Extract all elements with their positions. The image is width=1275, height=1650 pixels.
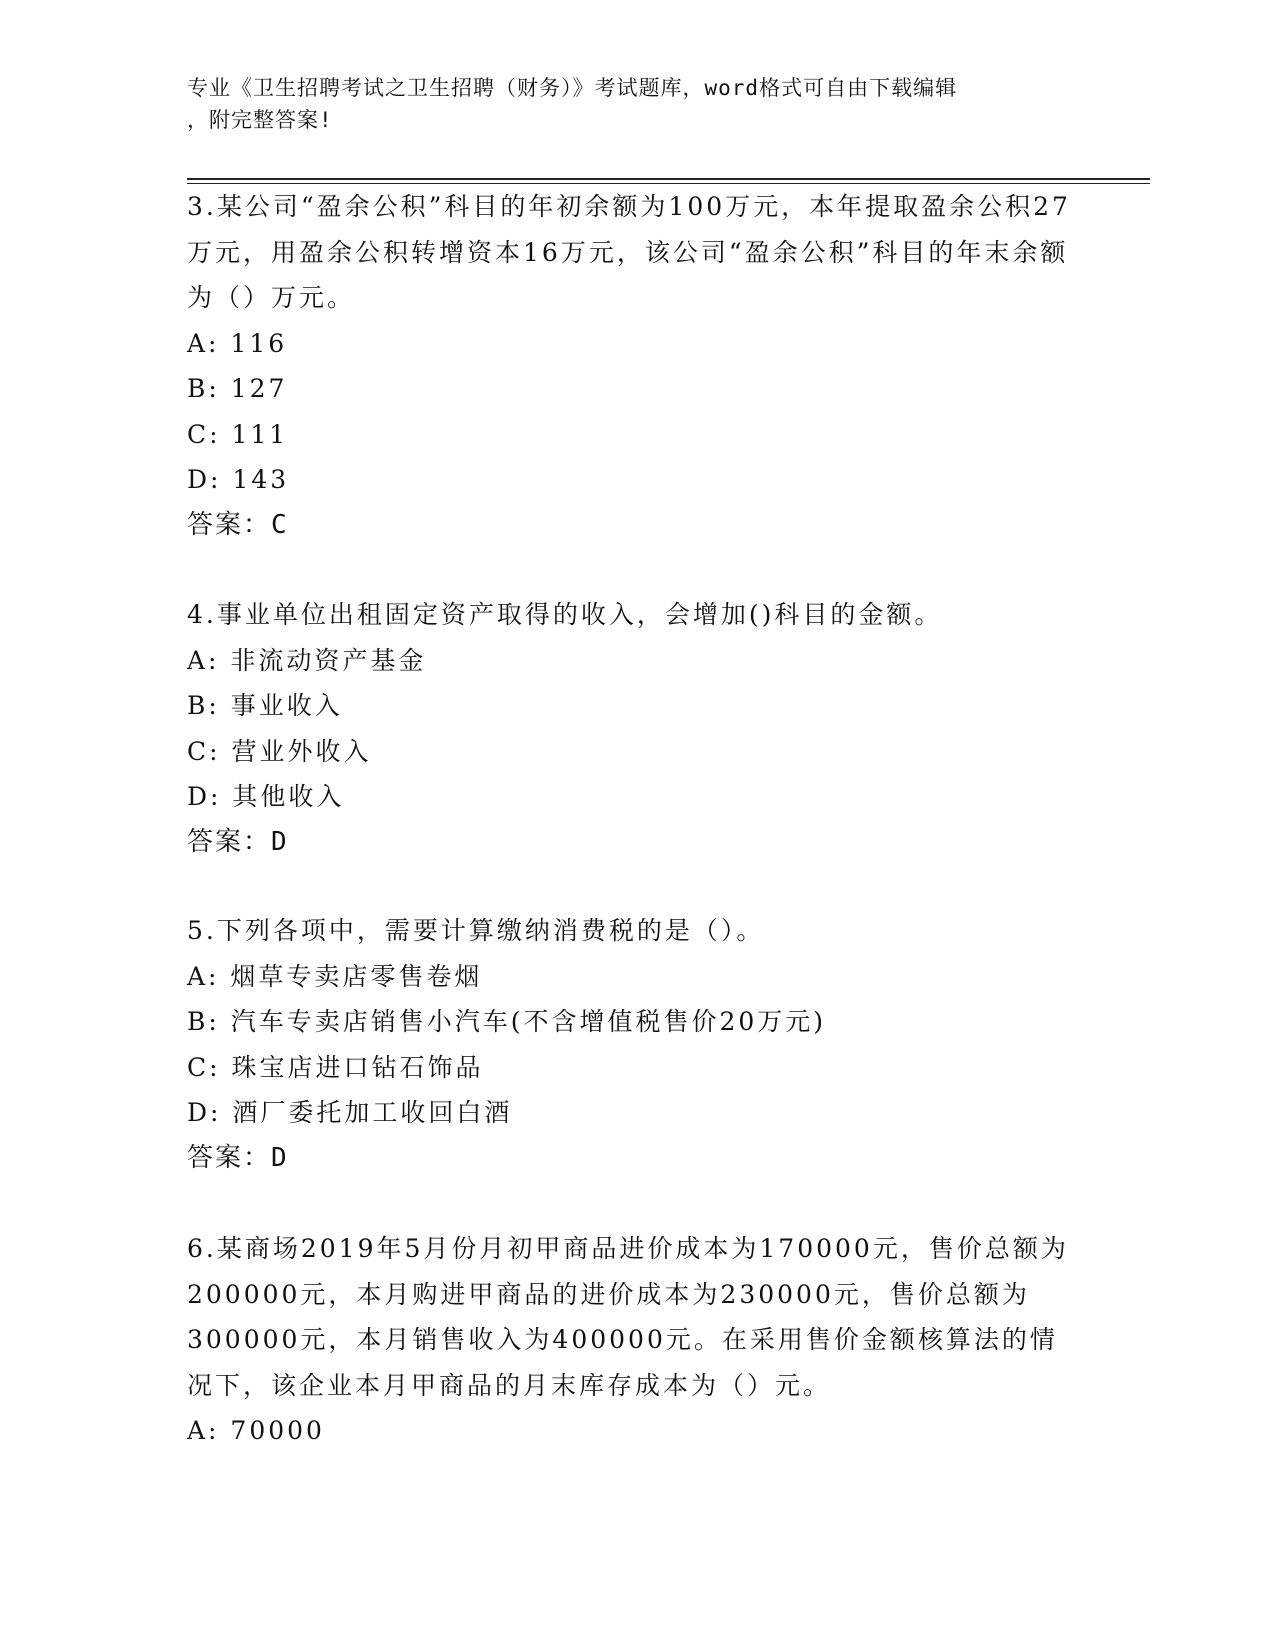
- answer: 答案：D: [187, 1142, 289, 1173]
- question-stem: 5.下列各项中，需要计算缴纳消费税的是（）。: [187, 916, 765, 945]
- option-a: A: 烟草专卖店零售卷烟: [187, 961, 483, 991]
- question-stem: 4.事业单位出租固定资产取得的收入，会增加()科目的金额。: [187, 600, 943, 629]
- question-stem: 6.某商场2019年5月份月初甲商品进价成本为170000元，售价总额为200000元，本月购进甲商品的进价成本为230000元，售价总额为300000元，本月销售收入为400000元。在采用售价金额核算法的情况下，该企业本月甲商品的月末库存成本为（）元。: [187, 1234, 1069, 1400]
- option-d: D: 酒厂委托加工收回白酒: [187, 1098, 513, 1127]
- header-line-1: 专业《卫生招聘考试之卫生招聘（财务）》考试题库，word格式可自由下载编辑: [187, 76, 958, 100]
- document-header: [187, 72, 1067, 136]
- answer: 答案：C: [187, 509, 289, 540]
- option-a: A: 非流动资产基金: [187, 645, 427, 675]
- option-c: C: 111: [187, 419, 289, 449]
- question-4: [187, 592, 1077, 865]
- header-divider-thick: [187, 178, 1150, 180]
- question-6: [187, 1226, 1077, 1454]
- option-d: D: 143: [187, 465, 290, 494]
- option-b: B: 事业收入: [187, 691, 343, 720]
- question-stem: 3.某公司“盈余公积”科目的年初余额为100万元，本年提取盈余公积27万元，用盈余公积转增资本16万元，该公司“盈余公积”科目的年末余额为（）万元。: [187, 192, 1071, 312]
- answer: 答案：D: [187, 826, 289, 857]
- option-a: A: 70000: [187, 1416, 325, 1445]
- option-b: B: 127: [187, 374, 288, 403]
- option-c: C: 珠宝店进口钻石饰品: [187, 1052, 484, 1082]
- header-line-2: ，附完整答案!: [187, 108, 333, 132]
- option-a: A: 116: [187, 328, 288, 358]
- option-d: D: 其他收入: [187, 782, 345, 811]
- option-c: C: 营业外收入: [187, 736, 372, 766]
- option-b: B: 汽车专卖店销售小汽车(不含增值税售价20万元): [187, 1007, 827, 1036]
- question-3: [187, 184, 1077, 548]
- question-5: [187, 908, 1077, 1181]
